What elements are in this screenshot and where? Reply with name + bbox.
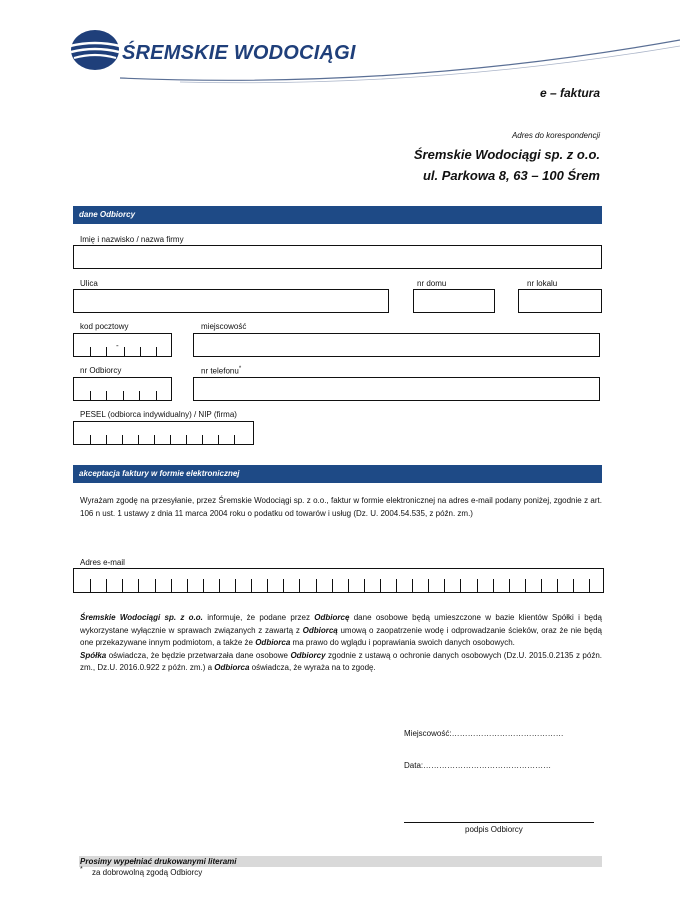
pesel-nip-label: PESEL (odbiorca indywidualny) / NIP (firma) <box>80 410 237 419</box>
email-cell-divider <box>477 579 478 592</box>
signature-caption: podpis Odbiorcy <box>465 825 523 834</box>
postal-separator: - <box>116 341 119 350</box>
flat-number-label: nr lokalu <box>527 279 558 288</box>
email-cell-divider <box>122 579 123 592</box>
house-number-label: nr domu <box>417 279 447 288</box>
customer-number-label: nr Odbiorcy <box>80 366 122 375</box>
email-cell-divider <box>90 579 91 592</box>
customer-number-field[interactable] <box>73 377 172 401</box>
email-cell-divider <box>299 579 300 592</box>
email-cell-divider <box>557 579 558 592</box>
email-cell-divider <box>187 579 188 592</box>
email-cell-divider <box>364 579 365 592</box>
email-cell-divider <box>267 579 268 592</box>
print-instruction: Prosimy wypełniać drukowanymi literami <box>79 856 602 867</box>
name-field[interactable] <box>73 245 602 269</box>
signature-line <box>404 822 594 823</box>
phone-label: nr telefonu* <box>201 366 242 376</box>
email-label: Adres e-mail <box>80 558 125 567</box>
document-title: e – faktura <box>539 86 600 100</box>
section-customer-data-header: dane Odbiorcy <box>73 206 602 224</box>
email-cell-divider <box>525 579 526 592</box>
email-field[interactable] <box>73 568 604 593</box>
street-label: Ulica <box>80 279 98 288</box>
phone-field[interactable] <box>193 377 600 401</box>
email-cell-divider <box>171 579 172 592</box>
email-cell-divider <box>138 579 139 592</box>
email-cell-divider <box>380 579 381 592</box>
note-asterisk: * <box>80 866 83 873</box>
email-cell-divider <box>460 579 461 592</box>
email-cell-divider <box>509 579 510 592</box>
email-cell-divider <box>493 579 494 592</box>
address-label: Adres do korespondencji <box>511 131 600 140</box>
email-cell-divider <box>412 579 413 592</box>
company-name: Śremskie Wodociągi sp. z o.o. <box>413 147 600 162</box>
footnote: za dobrowolną zgodą Odbiorcy <box>92 868 203 877</box>
email-cell-divider <box>332 579 333 592</box>
name-label: Imię i nazwisko / nazwa firmy <box>80 235 184 244</box>
city-label: miejscowość <box>201 322 247 331</box>
privacy-paragraph: Śremskie Wodociągi sp. z o.o. informuje, że podane przez Odbiorcę dane osobowe będą umieszczone w bazie klientów Spółki i będą wykorzystane wyłącznie w sprawach związanych z zawartą z Odbiorcą umową o zaopatrzenie wodę i odprowadzanie ścieków, oraz że nie będą one przekazywane innym podmiotom, a także że Odbiorca ma prawo do wglądu i poprawiania swoich danych osobowych. Spółka oświadcza, że będzie przetwarzała dane osobowe Odbiorcy zgodnie z ustawą o ochronie danych osobowych (Dz.U. 2015.0.2135 z późn. zm., Dz.U. 2016.0.922 z późn. zm.) a Odbiorca oświadcza, że wyraża na to zgodę. <box>80 613 603 672</box>
email-cell-divider <box>251 579 252 592</box>
postal-code-label: kod pocztowy <box>80 322 129 331</box>
consent-text: Wyrażam zgodę na przesyłanie, przez Śremskie Wodociągi sp. z o.o., faktur w formie elektronicznej na adres e-mail podany poniżej, zgodnie z art. 106 n ust. 1 ustawy z dnia 11 marca 2004 roku o podatku od towarów i usług (Dz. U. 2004.54.535, z późn. zm.) <box>80 496 602 518</box>
email-cell-divider <box>283 579 284 592</box>
privacy-company: Śremskie Wodociągi sp. z o.o. <box>80 613 203 622</box>
street-field[interactable] <box>73 289 389 313</box>
city-field[interactable] <box>193 333 600 357</box>
company-street: ul. Parkowa 8, 63 – 100 Śrem <box>422 168 600 183</box>
house-number-field[interactable] <box>413 289 495 313</box>
email-cell-divider <box>589 579 590 592</box>
section-einvoice-header: akceptacja faktury w formie elektronicznej <box>73 465 602 483</box>
email-cell-divider <box>444 579 445 592</box>
flat-number-field[interactable] <box>518 289 602 313</box>
email-cell-divider <box>219 579 220 592</box>
pesel-nip-field[interactable] <box>73 421 254 445</box>
email-cell-divider <box>106 579 107 592</box>
email-cell-divider <box>316 579 317 592</box>
email-cell-divider <box>428 579 429 592</box>
email-cell-divider <box>348 579 349 592</box>
email-cell-divider <box>235 579 236 592</box>
phone-asterisk: * <box>238 366 242 372</box>
place-line: Miejscowość:…………………………………… <box>404 729 564 738</box>
email-cell-divider <box>155 579 156 592</box>
email-cell-divider <box>573 579 574 592</box>
email-cell-divider <box>203 579 204 592</box>
postal-code-field[interactable] <box>73 333 172 357</box>
email-cell-divider <box>396 579 397 592</box>
date-line: Data:………………………………………… <box>404 761 552 770</box>
email-cell-divider <box>541 579 542 592</box>
logo-text: ŚREMSKIE WODOCIĄGI <box>122 42 356 64</box>
